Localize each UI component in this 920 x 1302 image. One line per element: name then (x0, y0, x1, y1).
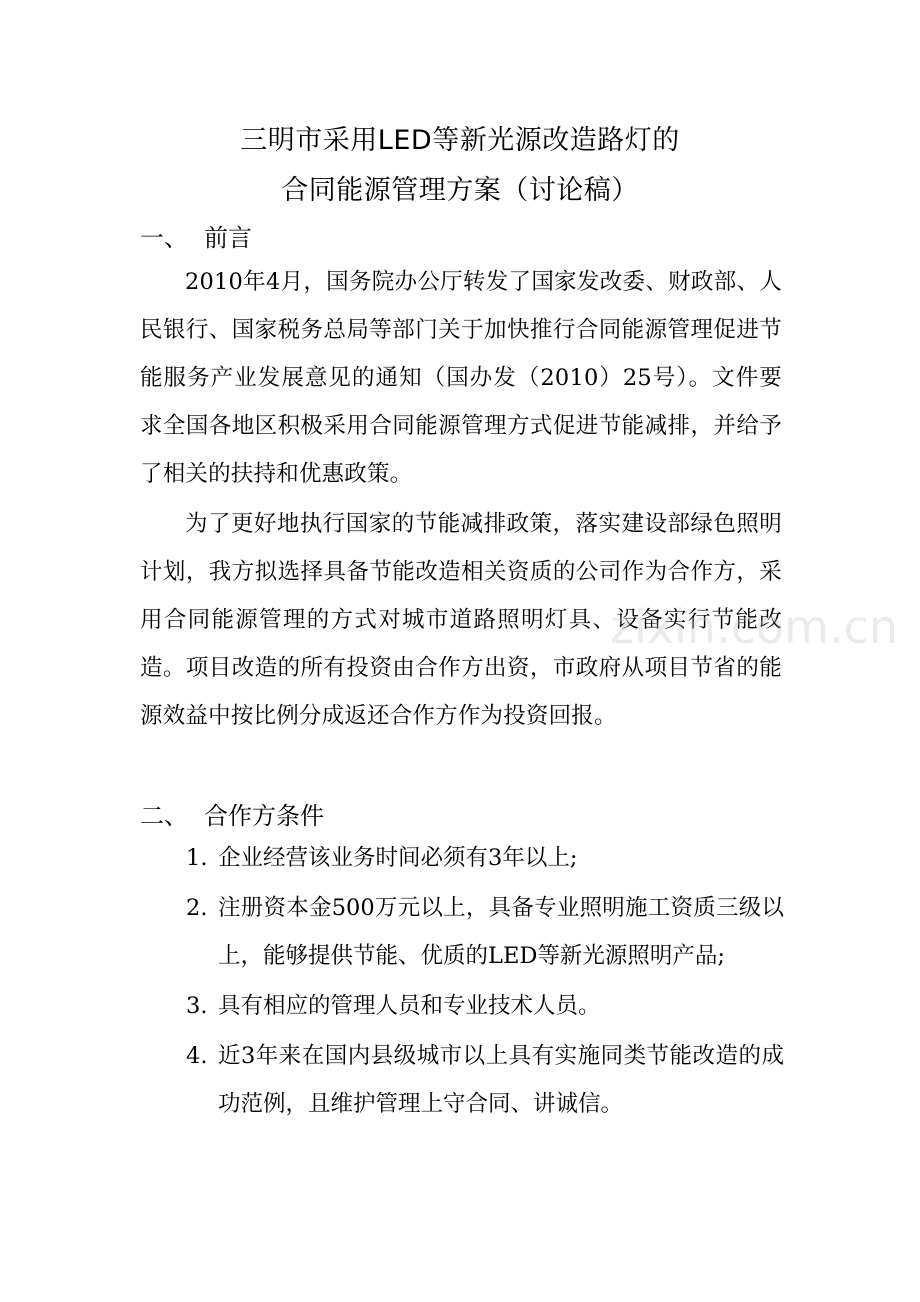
section-1-number: 一、 (140, 224, 188, 252)
section-1-paragraph-2: 为了更好地执行国家的节能减排政策，落实建设部绿色照明计划，我方拟选择具备节能改造相关资质的公司作为合作方，采用合同能源管理的方式对城市道路照明灯具、设备实行节能改造。项目改造的所有投资由合作方出资，市政府从项目节省的能源效益中按比例分成返还合作方作为投资回报。 (140, 511, 782, 729)
partner-conditions-list (186, 834, 784, 1130)
list-item-text: 企业经营该业务时间必须有3年以上; (218, 845, 578, 871)
section-1-heading (140, 218, 252, 253)
section-2-title: 合作方条件 (204, 802, 324, 830)
list-item-number: 4. (186, 1043, 208, 1069)
list-item-number: 2. (186, 895, 208, 921)
list-item (186, 884, 784, 980)
section-2-number: 二、 (140, 802, 188, 830)
watermark: zixin.com.cn (610, 600, 899, 654)
list-item-text: 近3年来在国内县级城市以上具有实施同类节能改造的成功范例，且维护管理上守合同、讲诚信。 (218, 1043, 784, 1117)
list-item (186, 834, 784, 882)
list-item (186, 982, 784, 1030)
section-1-title: 前言 (204, 224, 252, 252)
list-item-text: 注册资本金500万元以上，具备专业照明施工资质三级以上，能够提供节能、优质的LED等新光源照明产品; (218, 895, 784, 969)
list-item (186, 1032, 784, 1128)
section-1-paragraph-1: 2010年4月，国务院办公厅转发了国家发改委、财政部、人民银行、国家税务总局等部门关于加快推行合同能源管理促进节能服务产业发展意见的通知（国办发（2010）25号）。文件要求全国各地区积极采用合同能源管理方式促进节能减排，并给予了相关的扶持和优惠政策。 (140, 269, 782, 487)
section-2-heading (140, 796, 324, 831)
document-title-line-1: 三明市采用LED等新光源改造路灯的 (240, 125, 680, 156)
list-item-text: 具有相应的管理人员和专业技术人员。 (218, 993, 601, 1019)
list-item-number: 3. (186, 993, 208, 1019)
document-title-line-2: 合同能源管理方案（讨论稿） (281, 175, 639, 206)
list-item-number: 1. (186, 845, 208, 871)
